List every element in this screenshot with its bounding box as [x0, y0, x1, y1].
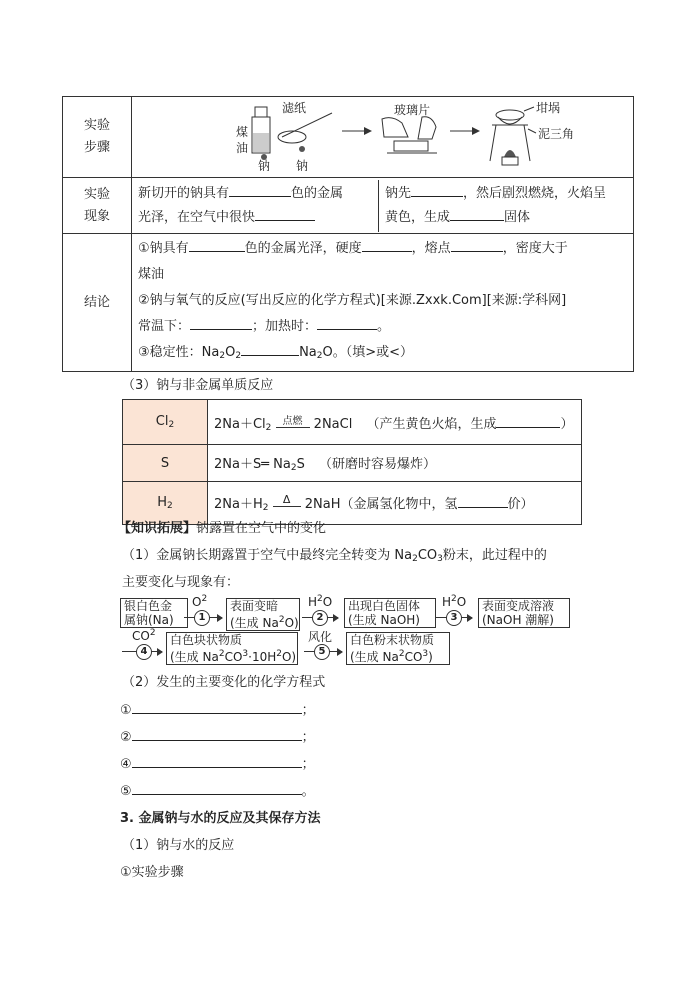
text: ，密度大于: [502, 241, 568, 256]
subscript: 2: [316, 351, 323, 361]
text: O: [192, 595, 202, 609]
text: ；: [301, 703, 315, 718]
text: 表面变成溶液: [482, 599, 555, 613]
text: ；加热时：: [252, 319, 318, 334]
label-meiyou: 煤: [236, 125, 249, 139]
step-number-1: 1: [194, 610, 210, 626]
fill-blank: [190, 315, 252, 330]
knowledge-paragraph-2: 主要变化与现象有：: [122, 575, 240, 590]
subscript: 2: [235, 351, 242, 361]
superscript: 3: [422, 649, 429, 659]
superscript: 3: [242, 649, 249, 659]
flow-box-white-solid: [344, 598, 436, 628]
conclusion-line-2: 煤油: [138, 267, 165, 282]
text: （产生黄色火焰，生成: [366, 416, 497, 432]
text: ，然后剧烈燃烧，火焰呈: [463, 185, 607, 201]
text: ①: [120, 703, 132, 718]
text: O: [456, 595, 467, 609]
text: Na: [299, 345, 317, 360]
label-lvzhi: 滤纸: [282, 101, 307, 115]
text: (生成 NaOH): [348, 613, 420, 627]
text: 出现白色固体: [348, 599, 421, 613]
experiment-figure-cell: [132, 97, 634, 178]
fill-blank: [362, 237, 412, 252]
text: 粉末，此过程中的: [442, 548, 547, 563]
text: 。: [377, 319, 391, 334]
section-water-title: 3. 金属钠与水的反应及其保存方法: [120, 811, 321, 826]
text: 银白色金: [124, 599, 173, 613]
text: S: [160, 455, 170, 471]
text: 色的金属: [291, 185, 344, 201]
text: 黄色，生成: [385, 209, 451, 225]
step-number-3: 3: [446, 610, 462, 626]
element-cell: [123, 445, 208, 482]
text: CO: [417, 548, 438, 563]
superscript: 2: [317, 594, 323, 604]
conclusion-cell: [132, 234, 634, 372]
fill-blank: [496, 413, 560, 428]
fill-blank: [451, 237, 503, 252]
superscript: 2: [276, 649, 282, 659]
flow-reagent-h2o-2: [442, 594, 466, 609]
flow-reagent-o2: [192, 594, 207, 609]
row-label-steps: [63, 97, 132, 178]
text: ④: [120, 757, 132, 772]
section-water-sub2: ①实验步骤: [120, 865, 184, 880]
equation-cell: [208, 400, 582, 445]
table-row: [123, 400, 582, 445]
phenomena-cell: [132, 178, 634, 234]
step-number-5: 5: [314, 644, 330, 660]
superscript: 2: [201, 594, 208, 604]
text: (生成 Na: [230, 616, 279, 630]
text: H: [442, 595, 452, 609]
text: 常温下：: [138, 319, 191, 334]
subscript: 2: [168, 420, 175, 430]
section-water-sub1: （1）钠与水的反应: [122, 838, 235, 853]
fill-blank: [317, 315, 377, 330]
conclusion-line-5: [138, 340, 627, 369]
fill-blank: [241, 341, 299, 356]
text: ③稳定性：Na: [138, 345, 220, 360]
subscript: 2: [290, 463, 297, 473]
text: （研磨时容易爆炸）: [319, 457, 437, 472]
text: （1）金属钠长期露置于空气中最终完全转变为 Na: [122, 548, 413, 563]
text: 光泽，在空气中很快: [138, 209, 256, 225]
flow-box-solution: [478, 598, 570, 628]
text: 固体: [504, 209, 531, 225]
text: ①钠具有: [138, 241, 189, 256]
fill-blank: [450, 206, 504, 221]
text: 属钠(Na): [124, 613, 174, 627]
text: ；: [301, 730, 315, 745]
subscript: 2: [265, 422, 272, 433]
element-cell: [123, 400, 208, 445]
text: ⑤: [120, 784, 132, 799]
equation-line: [120, 699, 315, 718]
label-na1: 钠: [258, 159, 271, 173]
superscript: 2: [218, 649, 225, 659]
text: 2Na＋Cl: [214, 416, 266, 432]
text: S: [296, 457, 305, 472]
flow-reagent-h2o-1: [308, 594, 332, 609]
knowledge-title: [118, 517, 326, 536]
flow-box-white-powder: [346, 632, 450, 665]
text: H: [308, 595, 318, 609]
subscript: 2: [412, 554, 418, 564]
equation-line: [120, 753, 315, 772]
text: O: [225, 345, 236, 360]
fill-blank: [132, 753, 302, 768]
text: O。（填>或<）: [322, 345, 414, 360]
text: CO: [132, 629, 150, 643]
text: (NaOH 潮解): [482, 613, 554, 627]
text: 2Na＋S═ Na: [214, 457, 291, 472]
label-ganguo: 坩埚: [536, 101, 561, 115]
label-nisanjiao: 泥三角: [538, 127, 575, 141]
text: 色的金属光泽，硬度: [244, 241, 362, 256]
fill-blank: [255, 206, 315, 221]
text: ): [428, 650, 433, 664]
superscript: 2: [398, 649, 405, 659]
text: 钠露置在空气中的变化: [196, 521, 327, 536]
equation-line: [120, 726, 315, 745]
text: CO: [404, 650, 423, 664]
flow-reagent-co2: [132, 628, 156, 643]
table-row: [123, 445, 582, 482]
text: 钠先: [385, 185, 412, 201]
nonmetal-reaction-table: [122, 399, 582, 525]
text: ②: [120, 730, 132, 745]
label-boli: 玻璃片: [394, 103, 431, 117]
superscript: 2: [149, 628, 156, 638]
label-line: 步骤: [83, 140, 110, 155]
conclusion-line-4: [138, 314, 627, 340]
flow-process-efflorescence: 风化: [308, 630, 333, 644]
subscript: 2: [219, 351, 226, 361]
fill-blank: [411, 182, 463, 197]
conclusion-line-3: ②钠与氧气的反应(写出反应的化学方程式)[来源.Zxxk.Com][来源:学科网]: [138, 293, 567, 308]
text: 白色粉末状物质: [350, 633, 435, 647]
text: ；: [301, 757, 315, 772]
phenomena-left: [132, 180, 379, 232]
row-label-conclusion: 结论: [63, 234, 132, 372]
text: 新切开的钠具有: [138, 185, 230, 201]
step-number-2: 2: [312, 610, 328, 626]
knowledge-paragraph-1: [122, 544, 547, 564]
experiment-table: [62, 96, 634, 372]
section-3-title: （3）钠与非金属单质反应: [122, 378, 274, 393]
label-line: 实验: [83, 118, 110, 133]
fill-blank: [229, 182, 291, 197]
subscript: 3: [437, 554, 443, 564]
text: 价）: [507, 497, 534, 512]
text: Cl: [155, 414, 169, 429]
text: ）: [560, 416, 574, 432]
conclusion-line-1: [138, 236, 627, 262]
label-line: 现象: [83, 208, 110, 224]
fill-blank: [132, 699, 302, 714]
text: 2Na＋H: [214, 497, 263, 512]
text: 表面变暗: [230, 599, 279, 613]
flow-box-sodium: [120, 598, 188, 628]
equations-title: （2）发生的主要变化的化学方程式: [122, 675, 326, 690]
label-meiyou2: 油: [236, 141, 249, 155]
reaction-condition: Δ: [273, 493, 301, 507]
text: 2NaCl: [313, 416, 353, 432]
superscript: 2: [451, 594, 457, 604]
subscript: 2: [262, 503, 269, 513]
label-line: 实验: [83, 186, 110, 202]
label-na2: 钠: [296, 159, 309, 173]
text: O): [284, 616, 299, 630]
text: 白色块状物质: [170, 633, 243, 647]
fill-blank: [132, 780, 302, 795]
reaction-condition: 点燃: [276, 412, 310, 428]
fill-blank: [189, 237, 245, 252]
text: ·10H: [248, 650, 277, 664]
text: ，熔点: [411, 241, 451, 256]
text: 【知识拓展】: [118, 521, 197, 536]
subscript: 2: [167, 501, 173, 511]
equation-line: [120, 780, 315, 799]
step-number-4: 4: [136, 644, 152, 660]
fill-blank: [458, 493, 508, 508]
equation-cell: [208, 445, 582, 482]
flow-box-white-block: [166, 632, 298, 665]
text: H: [157, 495, 168, 510]
text: O: [322, 595, 333, 609]
text: 2NaH（金属氢化物中，氢: [304, 497, 458, 512]
row-label-phenomena: [63, 178, 132, 234]
fill-blank: [132, 726, 302, 741]
text: 。: [301, 784, 315, 799]
flow-box-darken: [226, 598, 300, 631]
superscript: 2: [278, 615, 285, 625]
text: CO: [224, 650, 243, 664]
text: (生成 Na: [170, 650, 219, 664]
text: (生成 Na: [350, 650, 399, 664]
text: O): [281, 650, 297, 664]
phenomena-right: [379, 180, 633, 232]
